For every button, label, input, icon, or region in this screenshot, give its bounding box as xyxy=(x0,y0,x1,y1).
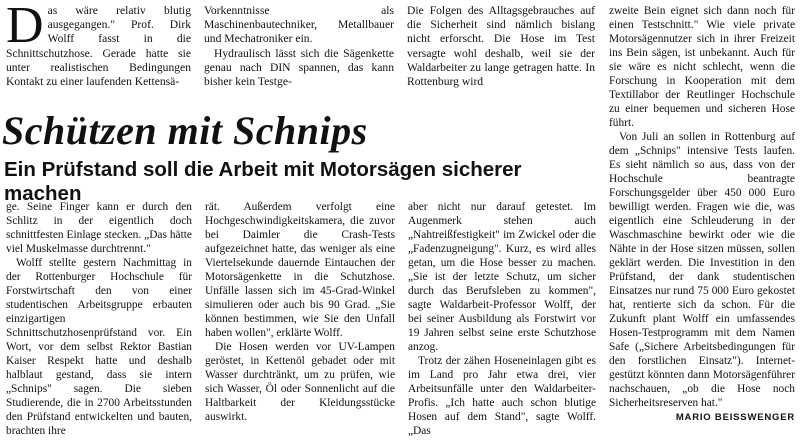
paragraph: Wolff stellte gestern Nachmittag in der Rottenburger Hochschule für Forstwirtschaft den von einer studentischen Arbeitsgruppe erbauten einzigartigen Schnittschutzhosenprüfstand vor. Ein Wort, vor dem selbst Rektor Bastian Kaiser Respekt hatte und deshalb halblaut gestand, dass sie intern „Schnips" sagen. Die sieben Studierende, die in 2700 Arbeitsstunden den Prüfstand entwickelten und bauten, brachten ihre xyxy=(6,257,192,437)
right-column xyxy=(609,4,795,425)
paragraph: rät. Außerdem verfolgt eine Hochgeschwindigkeitskamera, die zuvor bei Daimler die Crash-Tests aufgezeichnet hatte, das weniger als eine Viertelsekunde dauernde Eintauchen der Motorsägenkette in die Schutzhose. Unfälle lassen sich im 45-Grad-Winkel simulieren oder auch bis 90 Grad. „Sie können bestimmen, wie Sie den Unfall haben wollen", erklärte Wolff. xyxy=(205,201,395,339)
paragraph: Die Folgen des Alltagsgebrauches auf die Sicherheit sind nämlich bislang nicht erforscht. Die Hose im Test versagte wohl deshalb, weil sie der Waldarbeiter zu lange getragen hatte. In Rottenburg wird xyxy=(407,4,595,89)
top-column-1-text: as wäre relativ blutig ausgegangen." Prof. Dirk Wolff fasst in die Schnittschutzhose. Gerade hatte sie unter realistischen Bedingungen Kontakt zu einer laufenden Kettensä- xyxy=(6,4,191,89)
bottom-column-3 xyxy=(408,200,596,438)
paragraph: Vorkenntnisse als Maschinenbautechniker, Metallbauer und Mechatroniker ein. xyxy=(204,4,394,46)
bottom-column-2 xyxy=(205,200,395,424)
paragraph: zweite Bein eignet sich dann noch für einen Testschnitt." Wie viele private Motorsägennutzer sich in ihrer Freizeit ins Bein sägen, ist unbekannt. Auch für sie wäre es nicht schlecht, wenn die Forschung in Kooperation mit dem Textillabor der Reutlinger Hochschule zu einer bequemen und sicheren Hose führt. xyxy=(609,5,795,129)
top-column-1 xyxy=(6,0,191,89)
paragraph: aber nicht nur darauf getestet. Im Augenmerk stehen auch „Nahtreißfestigkeit" im Zwickel oder die „Fadenzugneigung". Kurz, es wird alles getan, um die Hose besser zu machen. „Sie ist der letzte Schutz, um sicher durch das Berufsleben zu kommen", sagte Waldarbeit-Professor Wolff, der bei seiner Ausbildung als Forstwirt vor 19 Jahren selbst seine erste Schutzhose anzog. xyxy=(408,201,596,353)
author-byline: MARIO BEISSWENGER xyxy=(675,412,795,423)
drop-cap: D xyxy=(6,0,44,54)
subheadline: Ein Prüfstand soll die Arbeit mit Motorsägen sicherer machen xyxy=(4,158,522,205)
bottom-column-1 xyxy=(6,200,192,438)
top-column-2 xyxy=(204,4,394,89)
paragraph: Von Juli an sollen in Rottenburg auf dem „Schnips" intensive Tests laufen. Es sieht nämlich so aus, dass von der Hochschule beantragte Forschungsgelder über 450 000 Euro bewilligt werden. Fragen wie die, was eigentlich eine Schleuderung in der Waschmaschine bewirkt oder wie die Nähte in der Hose sitzen müssen, sollen geklärt werden. Die Investition in den Prüfstand, der dank studentischen Einsatzes nur rund 75 000 Euro gekostet hat, rentierte sich da schon. Für die Zukunft plant Wolff ein umfassendes Hosen-Testprogramm mit dem Namen Safe („Sichere Arbeitsbedingungen für den forstlichen Einsatz"). Internet-gestützt könnten dann Motorsägenführer nachschauen, „ob die Hose noch Sicherheitsreserven hat." xyxy=(609,131,795,409)
paragraph: Hydraulisch lässt sich die Sägenkette genau nach DIN spannen, das kann bisher kein Testge- xyxy=(204,46,394,89)
headline: Schützen mit Schnips xyxy=(2,108,368,153)
top-column-3 xyxy=(407,4,595,89)
paragraph: Die Hosen werden vor UV-Lampen geröstet, in Kettenöl gebadet oder mit Wasser durchtränkt, um zu prüfen, wie sich Wasser, Öl oder Sonnenlicht auf die Haltbarkeit der Kleidungsstücke auswirkt. xyxy=(205,341,395,423)
paragraph: ge. Seine Finger kann er durch den Schlitz in der eigentlich doch schnittfesten Einlage stecken. „Das hätte viel Muskelmasse durchtrennt." xyxy=(6,201,192,255)
paragraph: Trotz der zähen Hoseneinlagen gibt es im Land pro Jahr etwa drei, vier Arbeitsunfälle unter den Waldarbeiter-Profis. „Ich hatte auch schon blutige Hosen auf dem Stand", sagte Wolff. „Das xyxy=(408,355,596,437)
